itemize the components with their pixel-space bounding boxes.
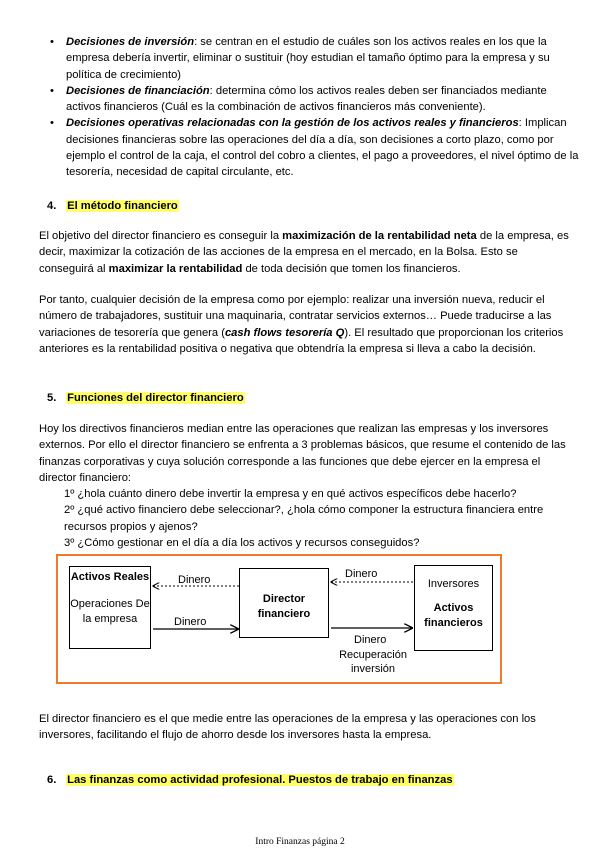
flow-arrows — [58, 556, 504, 686]
label-dinero-bottom-left: Dinero — [174, 616, 207, 628]
page-footer: Intro Finanzas página 2 — [255, 837, 345, 847]
operaciones-empresa-label: Operaciones De la empresa — [70, 598, 150, 625]
section-4-paragraph-1: El objetivo del director financiero es conseguir la maximización de la rentabilidad neta de la empresa, es decir, maximizar la cotización de las acciones de la empresa en el mercado, en la Bolsa. Esto se conseguirá al maximizar la rentabilidad de toda decisión que tomen los financieros. — [39, 230, 569, 275]
bullet-operativas: • Decisiones operativas relacionadas con la gestión de los activos reales y financieros: Implican decisiones financieras sobre las operaciones del día a día, son decisiones a corto plazo, como por ejemplo el control de la caja, el control del cobro a clientes, el pago a proveedores, el nivel óptimo de la tesorería, necesidad de capital circulante, etc. — [50, 117, 579, 179]
label-dinero-top-left: Dinero — [178, 574, 211, 586]
label-dinero-bottom-right: Dinero — [354, 634, 387, 646]
director-financiero-title: Director financiero — [257, 593, 311, 620]
section-6-heading: 6. Las finanzas como actividad profesional. Puestos de trabajo en finanzas — [47, 774, 453, 786]
bullet-financiacion: • Decisiones de financiación: determina cómo los activos reales deben ser financiados mediante activos financieros (Cuál es la combinación de activos financieros más conveniente). — [50, 84, 547, 114]
question-1: 1º ¿hola cuánto dinero debe invertir la empresa y en qué activos específicos debe hacerlo? — [64, 488, 517, 501]
closing-paragraph: El director financiero es el que medie entre las operaciones de la empresa y las operaciones con los inversores, facilitando el flujo de ahorro desde los inversores hasta la empresa. — [39, 713, 536, 742]
label-recuperacion: Recuperación inversión — [339, 649, 407, 675]
section-5-heading: 5. Funciones del director financiero — [47, 392, 244, 404]
section-4-title: El método financiero — [67, 200, 178, 212]
section-5-paragraph: Hoy los directivos financieros median entre las operaciones que realizan las empresas y los inversores externos. Por ello el director financiero se enfrenta a 3 problemas básicos, que resume el contenido de las finanzas corporativas y cuya solución corresponde a las funciones que debe ejercer en la empresa el director financiero: 1º ¿hola cuánto dinero debe invertir la empresa y en qué activos específicos debe hacerlo? 2º ¿qué activo financiero debe seleccionar?, ¿hola cómo componer la estructura financiera entre recursos propios y ajenos? 3º ¿Cómo gestionar en el día a día los activos y recursos conseguidos? — [39, 421, 571, 551]
question-2: 2º ¿qué activo financiero debe seleccionar?, ¿hola cómo componer la estructura financiera entre recursos propios y ajenos? — [64, 504, 544, 533]
section-6-title: Las finanzas como actividad profesional. Puestos de trabajo en finanzas — [67, 774, 453, 786]
financial-flow-diagram — [56, 554, 502, 684]
section-4-paragraph-2: Por tanto, cualquier decisión de la empresa como por ejemplo: realizar una inversión nueva, reducir el número de trabajadores, sustituir una maquinaria, contratar servicios externos… Puede traducirse a las variaciones de tesorería que genera (cash flows tesorería Q). El resultado que proporcionan los criterios anteriores es la rentabilidad positiva o negativa que obtendría la empresa si lleva a cabo la decisión. — [39, 294, 564, 355]
label-dinero-top-right: Dinero — [345, 568, 378, 580]
activos-reales-title: Activos Reales — [70, 571, 150, 583]
bullet-inversion: • Decisiones de inversión: se centran en el estudio de cuáles son los activos reales en los que la empresa debería invertir, eliminar o sustituir (hoy estudian el tamaño óptimo para la empresa y su política de crecimiento) — [50, 36, 550, 81]
section-4-heading: 4. El método financiero — [47, 200, 178, 212]
section-5-title: Funciones del director financiero — [67, 392, 244, 404]
inversores-label: Inversores — [427, 578, 480, 590]
decision-bullets — [48, 34, 583, 181]
activos-financieros-title: Activos financieros — [424, 602, 483, 629]
question-3: 3º ¿Cómo gestionar en el día a día los activos y recursos conseguidos? — [64, 537, 420, 550]
